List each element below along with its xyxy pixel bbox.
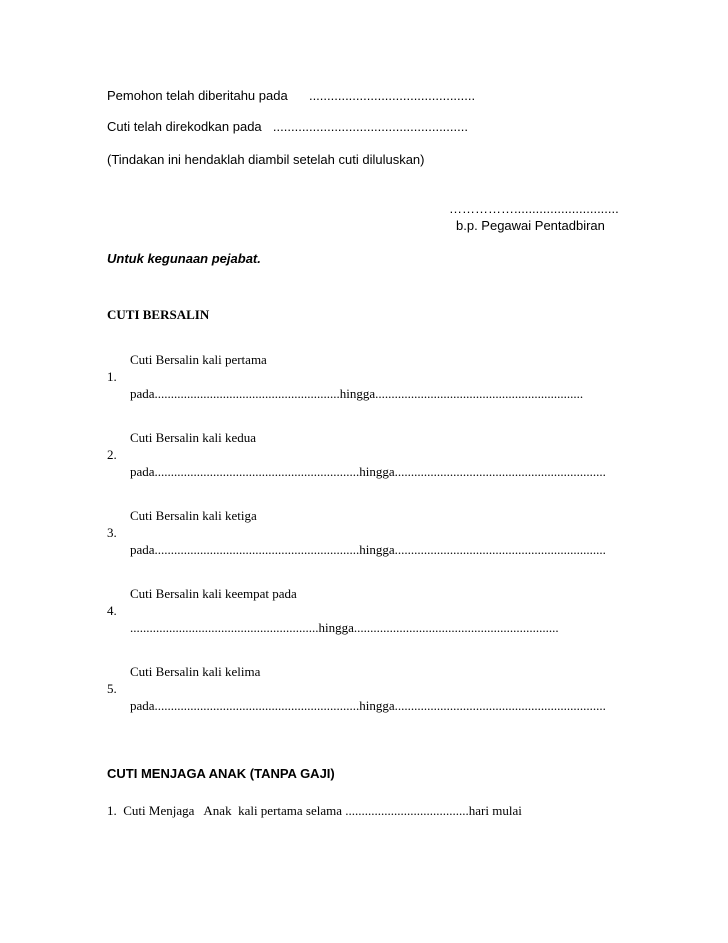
maternity-item-dates: pada.........................................................hingga................................................................ xyxy=(130,386,584,401)
maternity-item-dates: pada...............................................................hingga................................................................. xyxy=(130,698,606,713)
maternity-item-title: Cuti Bersalin kali ketiga xyxy=(130,508,257,523)
recorded-label: Cuti telah direkodkan pada xyxy=(107,119,262,134)
informed-dots: .............................................. xyxy=(308,88,476,103)
informed-line xyxy=(107,88,475,103)
maternity-item-dates: pada...............................................................hingga................................................................. xyxy=(130,464,606,479)
maternity-item-number: 2. xyxy=(107,447,117,462)
maternity-item-title: Cuti Bersalin kali kelima xyxy=(130,664,261,679)
maternity-item-dates: ..........................................................hingga............................................................... xyxy=(130,620,559,635)
recorded-line xyxy=(107,119,468,134)
maternity-item-number: 3. xyxy=(107,525,117,540)
office-use-label: Untuk kegunaan pejabat. xyxy=(107,251,261,266)
maternity-item-title: Cuti Bersalin kali kedua xyxy=(130,430,257,445)
childcare-item-1: 1. Cuti Menjaga Anak kali pertama selama ......................................hari mulai xyxy=(107,803,522,818)
informed-label: Pemohon telah diberitahu pada xyxy=(107,88,288,103)
maternity-item-dates: pada...............................................................hingga................................................................. xyxy=(130,542,606,557)
childcare-heading: CUTI MENJAGA ANAK (TANPA GAJI) xyxy=(107,766,335,781)
maternity-item-title: Cuti Bersalin kali pertama xyxy=(130,352,267,367)
maternity-item-title: Cuti Bersalin kali keempat pada xyxy=(130,586,297,601)
maternity-item-number: 4. xyxy=(107,603,117,618)
signature-label: b.p. Pegawai Pentadbiran xyxy=(456,218,605,233)
action-note: (Tindakan ini hendaklah diambil setelah cuti diluluskan) xyxy=(107,152,425,167)
maternity-heading: CUTI BERSALIN xyxy=(107,307,210,322)
maternity-item-number: 5. xyxy=(107,681,117,696)
signature-dots: ……………............................. xyxy=(449,201,619,216)
maternity-item-number: 1. xyxy=(107,369,117,384)
recorded-dots: ...................................................... xyxy=(272,119,468,134)
